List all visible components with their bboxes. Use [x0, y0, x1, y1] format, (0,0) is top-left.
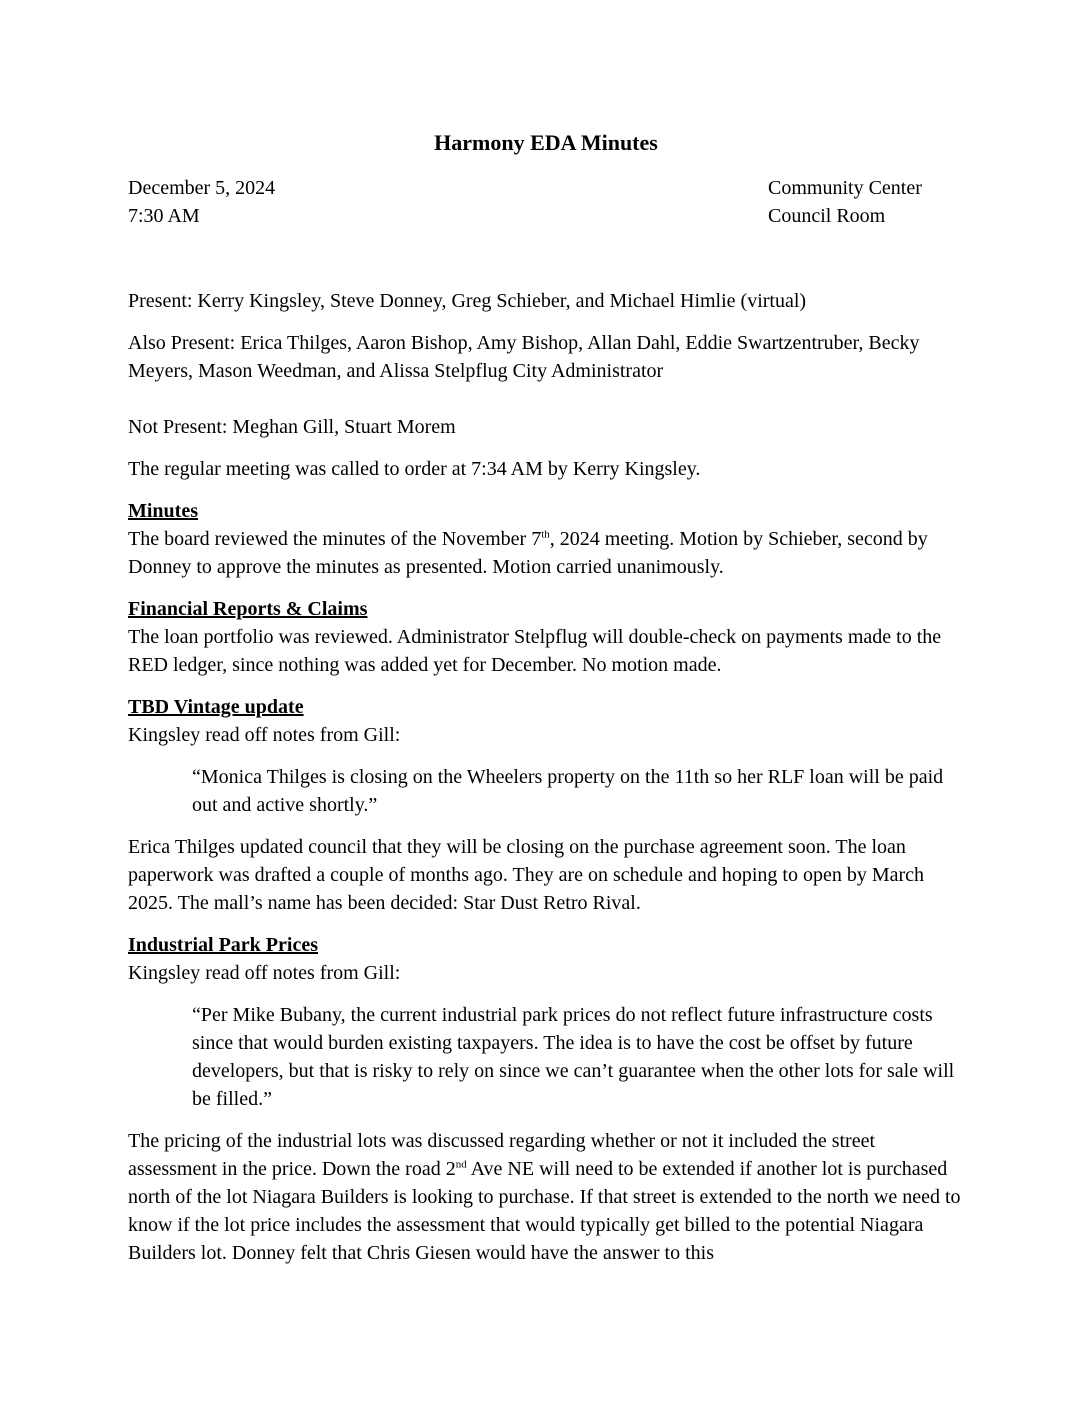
document-title: Harmony EDA Minutes [434, 130, 658, 155]
tbd-vintage-quote: “Monica Thilges is closing on the Wheelers property on the 11th so her RLF loan will be paid out and active shortly.” [192, 766, 944, 816]
present-list: Present: Kerry Kingsley, Steve Donney, Greg Schieber, and Michael Himlie (virtual) [128, 290, 807, 312]
location-line-1: Community Center [768, 177, 922, 199]
section-tbd-vintage [128, 693, 964, 917]
minutes-text-superscript: th [541, 528, 550, 541]
section-heading-industrial: Industrial Park Prices [128, 934, 318, 956]
section-heading-financial: Financial Reports & Claims [128, 598, 368, 620]
minutes-body [128, 287, 964, 1281]
location-line-2: Council Room [768, 205, 886, 227]
meeting-time: 7:30 AM [128, 205, 200, 227]
meeting-date: December 5, 2024 [128, 177, 276, 199]
minutes-text [128, 525, 964, 581]
also-present-list: Also Present: Erica Thilges, Aaron Bishop, Amy Bishop, Allan Dahl, Eddie Swartzentruber, Becky Meyers, Mason Weedman, and Alissa Stelpflug City Administrator [128, 332, 920, 382]
industrial-quote: “Per Mike Bubany, the current industrial park prices do not reflect future infrastructure costs since that would burden existing taxpayers. The idea is to have the cost be offset by future developers, but that is risky to rely on since we can’t guarantee when the other lots for sale will be filled.” [192, 1004, 955, 1110]
section-minutes [128, 497, 964, 581]
industrial-text-part-1: The pricing of the industrial lots was discussed regarding whether or not it included the street assessment in the price. Down the road 2 [128, 1130, 876, 1180]
industrial-intro: Kingsley read off notes from Gill: [128, 962, 401, 984]
tbd-vintage-intro: Kingsley read off notes from Gill: [128, 724, 401, 746]
financial-text: The loan portfolio was reviewed. Administrator Stelpflug will double-check on payments made to the RED ledger, since nothing was added yet for December. No motion made. [128, 626, 942, 676]
industrial-text-superscript: nd [455, 1158, 467, 1171]
section-heading-minutes: Minutes [128, 500, 198, 522]
industrial-text [128, 1127, 964, 1267]
industrial-text-part-2: Ave NE will need to be extended if another lot is purchased north of the lot Niagara Builders is looking to purchase. If that street is extended to the north we need to know if the lot price includes the assessment that would typically get billed to the potential Niagara Builders lot. Donney felt that Chris Giesen would have the answer to this [128, 1158, 961, 1264]
meeting-location [768, 174, 964, 230]
not-present-list: Not Present: Meghan Gill, Stuart Morem [128, 416, 456, 438]
minutes-text-part-2: , 2024 meeting. Motion by Schieber, second by Donney to approve the minutes as presented. Motion carried unanimously. [128, 528, 928, 578]
minutes-text-part-1: The board reviewed the minutes of the November 7 [128, 528, 542, 550]
section-industrial [128, 931, 964, 1267]
section-heading-tbd-vintage: TBD Vintage update [128, 696, 304, 718]
tbd-vintage-text: Erica Thilges updated council that they will be closing on the purchase agreement soon. The loan paperwork was drafted a couple of months ago. They are on schedule and hoping to open by March 2025. The mall’s name has been decided: Star Dust Retro Rival. [128, 836, 925, 914]
meeting-datetime [128, 174, 528, 230]
call-to-order: The regular meeting was called to order at 7:34 AM by Kerry Kingsley. [128, 458, 701, 480]
section-financial [128, 595, 964, 679]
